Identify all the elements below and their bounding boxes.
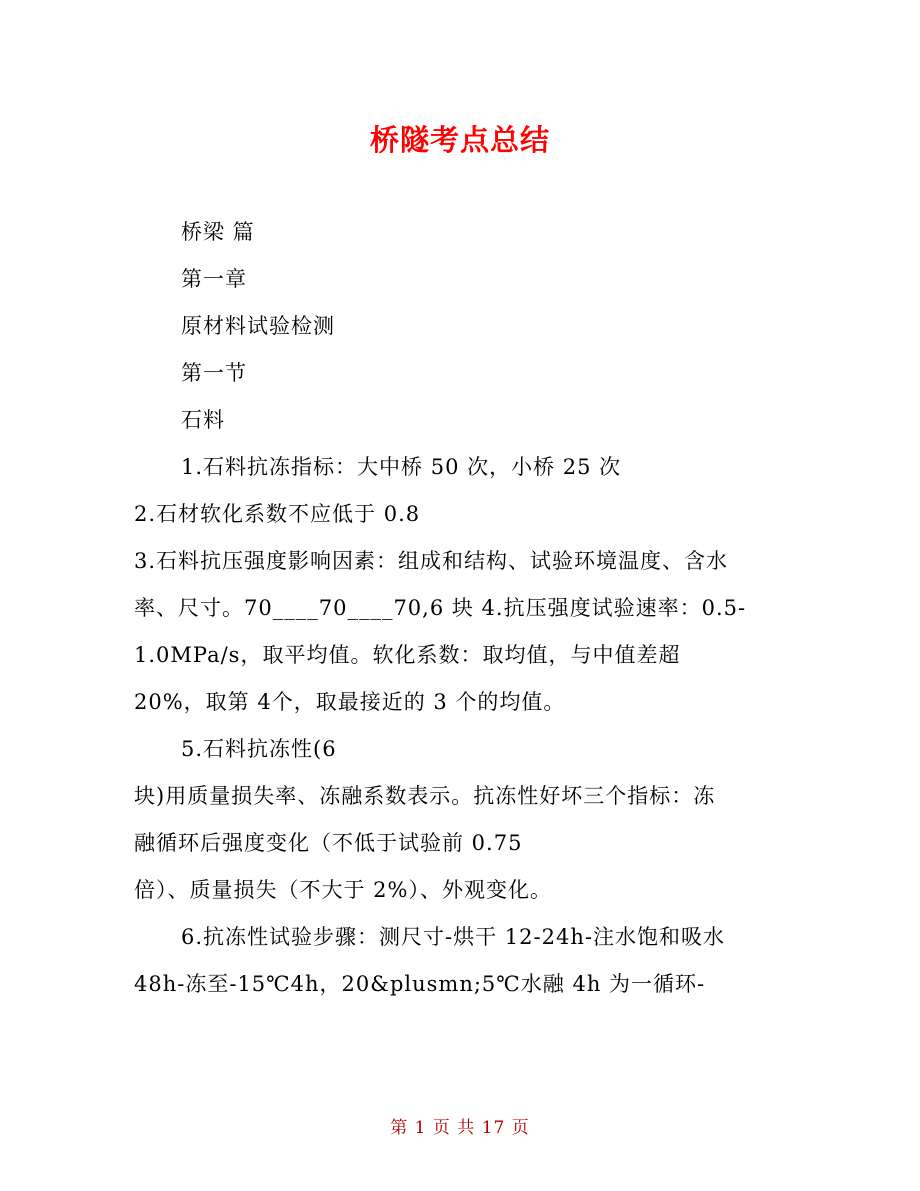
text-line: 第一章	[181, 267, 247, 291]
text-line: 倍）、质量损失（不大于 2%）、外观变化。	[134, 878, 552, 902]
document-title: 桥隧考点总结	[369, 123, 550, 157]
text-line: 6.抗冻性试验步骤：测尺寸-烘干 12-24h-注水饱和吸水	[181, 925, 725, 949]
text-line: 桥梁 篇	[181, 220, 255, 244]
text-line: 2.石材软化系数不应低于 0.8	[134, 502, 421, 526]
text-line: 1.石料抗冻指标：大中桥 50 次，小桥 25 次	[181, 455, 622, 479]
text-line: 3.石料抗压强度影响因素：组成和结构、试验环境温度、含水	[134, 549, 729, 573]
text-line: 20%，取第 4个，取最接近的 3 个的均值。	[134, 690, 566, 714]
page-footer: 第 1 页 共 17 页	[390, 1118, 530, 1138]
text-line: 率、尺寸。70____70____70,6 块 4.抗压强度试验速率：0.5-	[134, 596, 747, 620]
text-line: 48h-冻至-15℃4h，20&plusmn;5℃水融 4h 为一循环-	[134, 972, 706, 996]
text-line: 石料	[181, 408, 225, 432]
text-line: 1.0MPa/s，取平均值。软化系数：取均值，与中值差超	[134, 643, 681, 667]
text-line: 块)用质量损失率、冻融系数表示。抗冻性好坏三个指标：冻	[134, 784, 716, 808]
text-line: 原材料试验检测	[181, 314, 335, 338]
text-line: 融循环后强度变化（不低于试验前 0.75	[134, 831, 523, 855]
text-line: 第一节	[181, 361, 247, 385]
text-line: 5.石料抗冻性(6	[181, 737, 337, 761]
